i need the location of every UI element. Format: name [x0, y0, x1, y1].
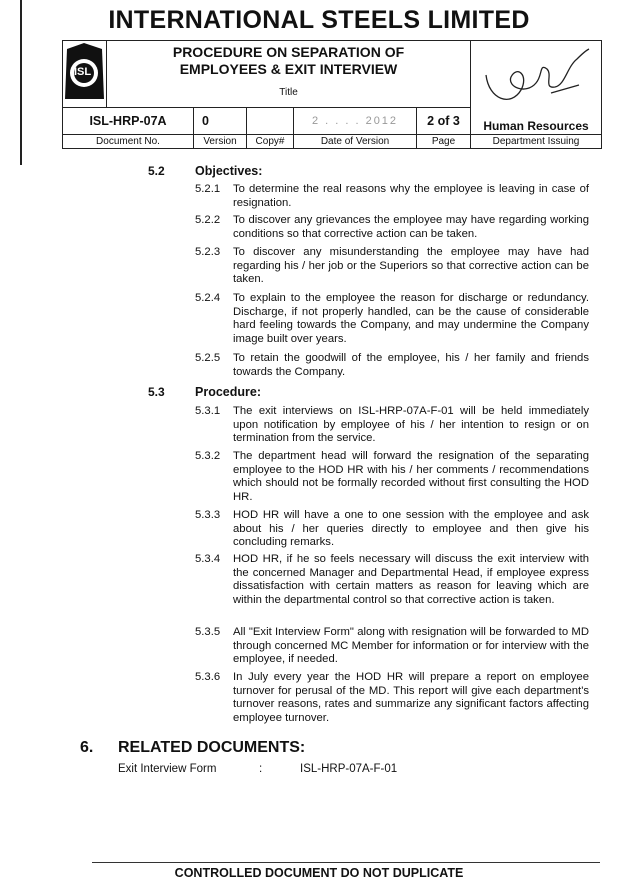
logo-text: ISL	[74, 66, 92, 78]
page-cell	[416, 107, 471, 135]
date-of-version: 2 . . . . 2012	[311, 115, 399, 127]
label-version-cell	[193, 134, 247, 149]
section-heading-objectives: Objectives:	[195, 164, 263, 178]
label-copy: Copy#	[255, 136, 285, 147]
item-text: To determine the real reasons why the employee is leaving in case of resignation.	[233, 183, 589, 209]
objective-item	[195, 246, 591, 288]
item-number: 5.2.3	[195, 246, 221, 258]
item-text: The department head will forward the resignation of the separating employee to the HOD HR with his / her comments / recommendations which should not be formally recorded without first consulting the HOD HR.	[233, 450, 589, 503]
procedure-title-line1: PROCEDURE ON SEPARATION OF	[172, 44, 405, 60]
label-page-cell	[416, 134, 471, 149]
related-form-name: Exit Interview Form	[118, 763, 217, 775]
objective-item	[195, 183, 591, 211]
document-no: ISL-HRP-07A	[89, 114, 167, 128]
procedure-title-line2: EMPLOYEES & EXIT INTERVIEW	[179, 61, 398, 77]
item-number: 5.3.6	[195, 671, 221, 683]
section-heading-procedure: Procedure:	[195, 385, 261, 399]
related-form-code: ISL-HRP-07A-F-01	[300, 763, 398, 775]
item-number: 5.3.1	[195, 405, 221, 417]
label-document-no: Document No.	[96, 136, 160, 147]
item-text: To explain to the employee the reason for discharge or redundancy. Discharge, if not properly handled, can be the cause of considerable hard feeling towards the Company, and may undermine the Company image built over years.	[233, 292, 589, 345]
objective-item	[195, 292, 591, 348]
item-text: To discover any grievances the employee may have regarding working conditions so that corrective action can be taken.	[233, 214, 589, 240]
label-version: Version	[203, 136, 237, 147]
label-doc-no-cell	[62, 134, 194, 149]
department-name: Human Resources	[483, 119, 589, 133]
label-copy-cell	[246, 134, 294, 149]
version: 0	[202, 114, 209, 128]
page-number: 2 of 3	[427, 114, 460, 128]
item-number: 5.3.5	[195, 626, 221, 638]
date-cell	[293, 107, 417, 135]
signature	[481, 45, 593, 111]
department-cell	[470, 40, 602, 135]
doc-no-cell	[62, 107, 194, 135]
item-text: To retain the goodwill of the employee, his / her family and friends towards the Company.	[233, 352, 589, 378]
footer-notice: CONTROLLED DOCUMENT DO NOT DUPLICATE	[174, 866, 464, 880]
title-cell	[106, 40, 471, 108]
version-cell	[193, 107, 247, 135]
item-text: In July every year the HOD HR will prepare a report on employee turnover for perusal of the MD. This report will give each department's turnover reasons, rates and summarize any significant factors affecting employee turnover.	[233, 671, 589, 724]
copy-cell	[246, 107, 294, 135]
item-number: 5.3.3	[195, 509, 221, 521]
item-number: 5.3.2	[195, 450, 221, 462]
section-number-procedure: 5.3	[148, 385, 165, 399]
item-number: 5.2.2	[195, 214, 221, 226]
item-text: All "Exit Interview Form" along with resignation will be forwarded to MD through concerned MC Member for information or for interview with the employee, if needed.	[233, 626, 589, 666]
document-header-table	[62, 40, 602, 149]
procedure-item	[195, 405, 591, 447]
label-department: Department Issuing	[492, 136, 580, 147]
item-text: HOD HR will have a one to one session with the employee and ask about his / her queries directly to employee and then give his concluding remarks.	[233, 509, 589, 549]
section-heading-related: RELATED DOCUMENTS:	[118, 739, 306, 756]
related-separator: :	[259, 763, 263, 775]
logo-cell	[62, 40, 107, 108]
procedure-item	[195, 509, 591, 551]
item-number: 5.2.1	[195, 183, 221, 195]
procedure-item	[195, 450, 591, 506]
title-label: Title	[279, 87, 298, 98]
procedure-item	[195, 553, 591, 623]
objective-item	[195, 352, 591, 380]
objective-item	[195, 214, 591, 242]
procedure-item	[195, 671, 591, 727]
item-number: 5.2.4	[195, 292, 221, 304]
item-number: 5.3.4	[195, 553, 221, 565]
item-text: The exit interviews on ISL-HRP-07A-F-01 will be held immediately upon notification by employee of his / her intention to resign or on termination from the service.	[233, 405, 589, 445]
label-department-cell	[470, 134, 602, 149]
procedure-item	[195, 626, 591, 668]
section-number-objectives: 5.2	[148, 164, 165, 178]
footer-rule	[92, 862, 600, 863]
company-name: INTERNATIONAL STEELS LIMITED	[108, 6, 530, 34]
item-text: To discover any misunderstanding the employee may have had regarding his / her job or the Superiors so that corrective action can be taken.	[233, 246, 589, 286]
label-page: Page	[431, 136, 456, 147]
section-number-related: 6.	[80, 739, 94, 756]
label-date-cell	[293, 134, 417, 149]
item-text: HOD HR, if he so feels necessary will discuss the exit interview with the concerned Manager and Departmental Head, if employee express dissatisfaction with certain matters as reason for leaving which are within the departmental control so that corrective action is taken.	[233, 553, 589, 606]
item-number: 5.2.5	[195, 352, 221, 364]
label-date-of-version: Date of Version	[320, 136, 390, 147]
